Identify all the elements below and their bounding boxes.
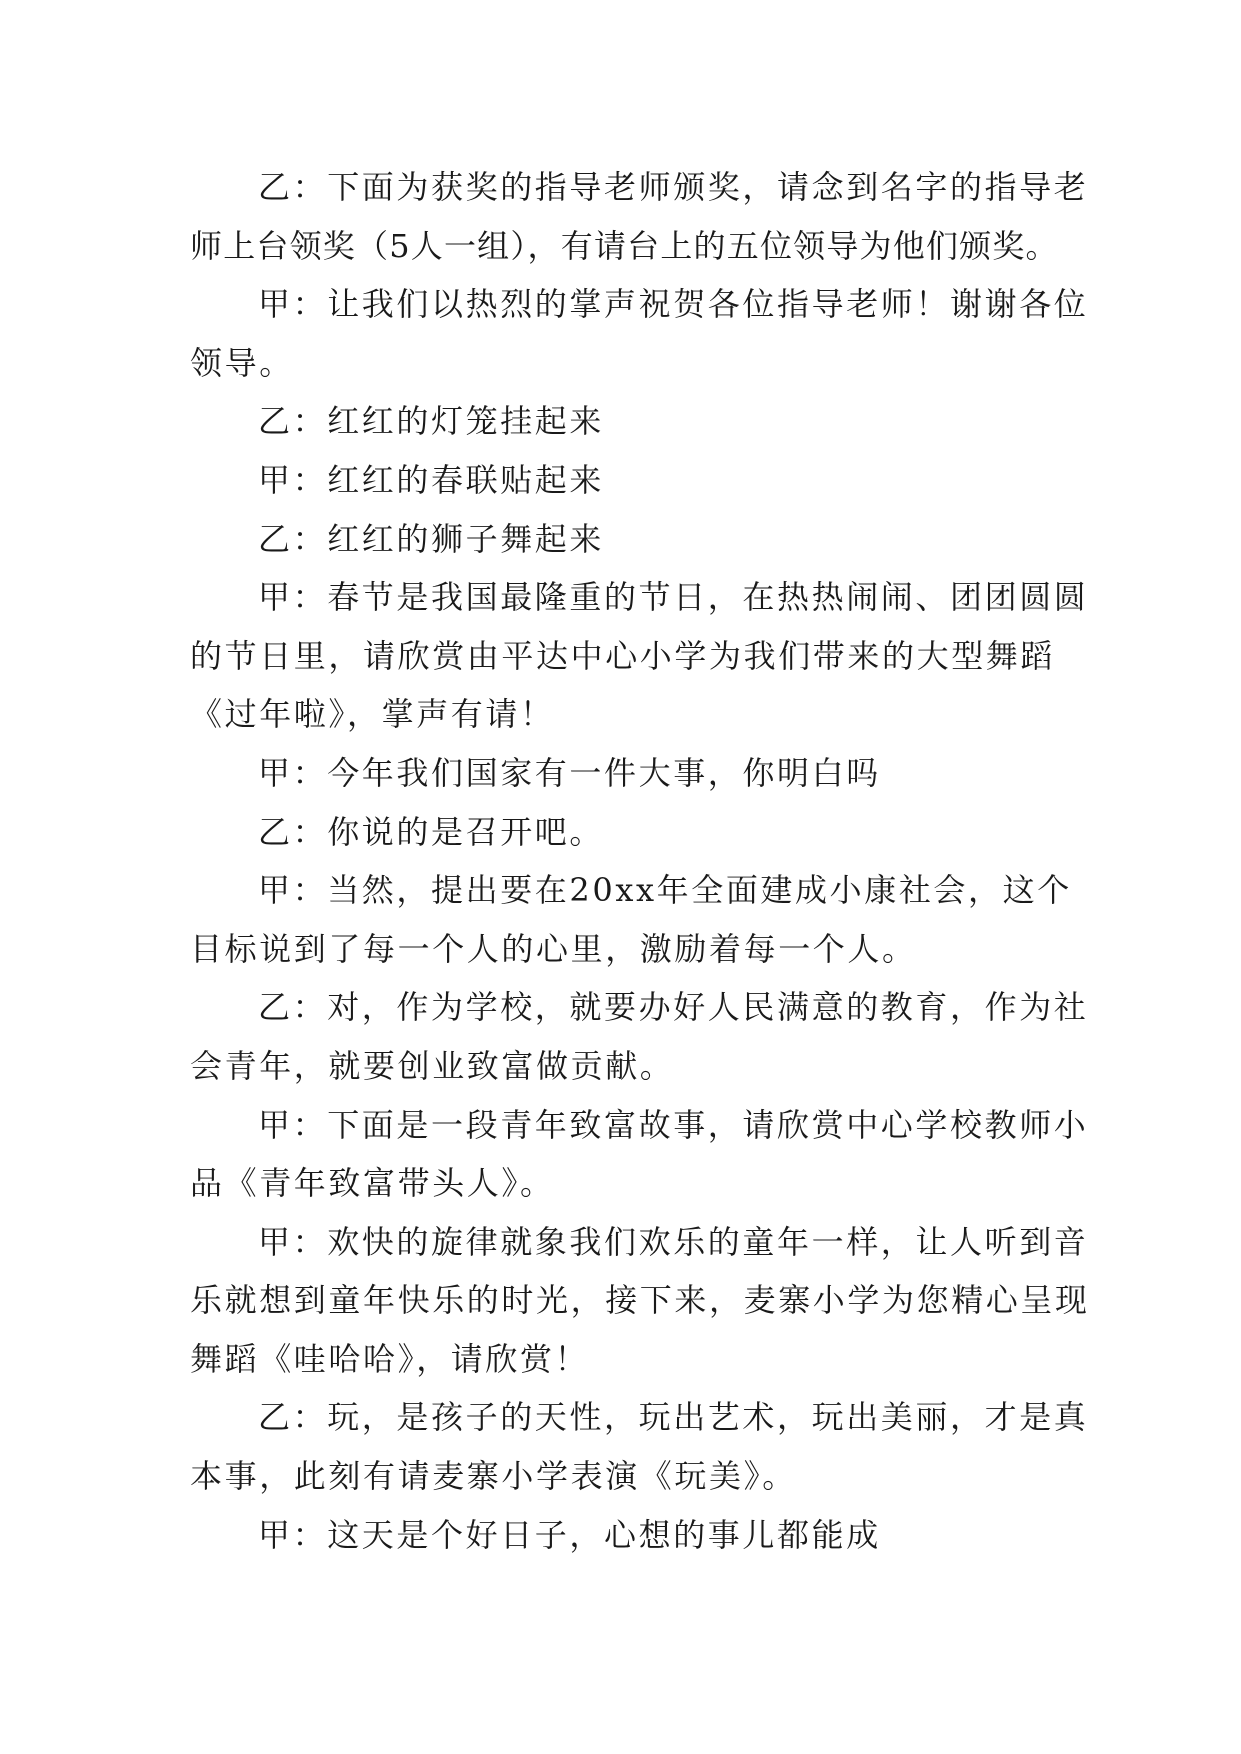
text-line: 甲：今年我们国家有一件大事，你明白吗 — [258, 753, 881, 792]
paragraph — [190, 744, 1070, 803]
text-line: 乙：你说的是召开吧。 — [258, 812, 605, 851]
text-line: 《过年啦》，掌声有请！ — [190, 695, 555, 734]
text-line: 品《青年致富带头人》。 — [190, 1164, 555, 1203]
paragraph — [190, 1506, 1070, 1565]
text-line: 会青年，就要创业致富做贡献。 — [190, 1046, 675, 1085]
text-line: 乙：红红的灯笼挂起来 — [258, 402, 605, 441]
text-line: 领导。 — [190, 343, 294, 382]
text-line: 师上台领奖（5人一组），有请台上的五位领导为他们颁奖。 — [190, 226, 1059, 265]
paragraph — [190, 1096, 1089, 1213]
paragraph — [190, 451, 1070, 510]
paragraph — [190, 978, 1089, 1095]
paragraph — [190, 392, 1070, 451]
text-line: 甲：红红的春联贴起来 — [258, 460, 605, 499]
paragraph — [190, 1213, 1090, 1389]
text-line: 的节日里，请欣赏由平达中心小学为我们带来的大型舞蹈 — [190, 636, 1056, 675]
paragraph — [190, 861, 1070, 978]
text-line: 甲：下面是一段青年致富故事，请欣赏中心学校教师小 — [258, 1105, 1089, 1144]
text-line: 舞蹈《哇哈哈》，请欣赏！ — [190, 1339, 590, 1378]
text-line: 乙：下面为获奖的指导老师颁奖，请念到名字的指导老 — [258, 168, 1089, 206]
paragraph — [190, 568, 1089, 744]
text-line: 甲：这天是个好日子，心想的事儿都能成 — [258, 1515, 881, 1554]
paragraph — [190, 1388, 1089, 1505]
text-line: 乙：红红的狮子舞起来 — [258, 519, 605, 558]
text-line: 乐就想到童年快乐的时光，接下来，麦寨小学为您精心呈现 — [190, 1281, 1090, 1320]
text-line: 甲：让我们以热烈的掌声祝贺各位指导老师！谢谢各位 — [258, 285, 1089, 324]
text-line: 甲：欢快的旋律就象我们欢乐的童年一样，让人听到音 — [258, 1222, 1089, 1261]
text-line: 目标说到了每一个人的心里，激励着每一个人。 — [190, 929, 917, 968]
paragraph — [190, 803, 1070, 862]
text-line: 甲：春节是我国最隆重的节日，在热热闹闹、团团圆圆 — [258, 578, 1089, 617]
paragraph — [190, 510, 1070, 569]
document-body — [190, 158, 1090, 1564]
text-line: 乙：对，作为学校，就要办好人民满意的教育，作为社 — [258, 988, 1089, 1027]
text-line: 乙：玩，是孩子的天性，玩出艺术，玩出美丽，才是真 — [258, 1398, 1089, 1437]
paragraph — [190, 275, 1089, 392]
text-line: 本事，此刻有请麦寨小学表演《玩美》。 — [190, 1457, 797, 1496]
text-line: 甲：当然，提出要在20xx年全面建成小康社会，这个 — [258, 871, 1072, 910]
paragraph — [190, 158, 1089, 275]
